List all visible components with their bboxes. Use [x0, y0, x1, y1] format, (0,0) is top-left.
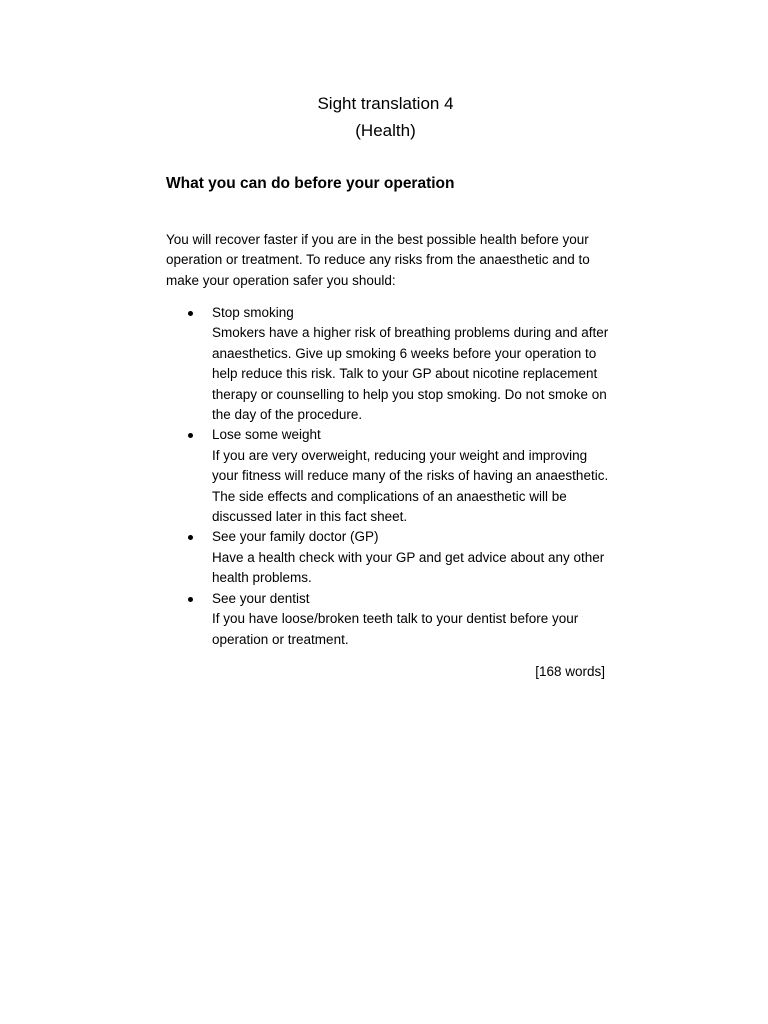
- list-item: [0, 425, 612, 527]
- list-item: [0, 303, 612, 425]
- list-item-body: If you are very overweight, reducing your weight and improving your fitness will reduce many of the risks of having an anaesthetic. The side effects and complications of an anaesthetic will be discussed later in this fact sheet.: [212, 447, 609, 525]
- list-item-title: Stop smoking: [212, 305, 294, 320]
- list-item: [0, 589, 612, 650]
- list-item-body: Have a health check with your GP and get advice about any other health problems.: [212, 549, 605, 586]
- bullet-icon: [188, 535, 193, 540]
- bullet-icon: [188, 311, 193, 316]
- section-heading: What you can do before your operation: [166, 175, 455, 192]
- bullet-icon: [188, 597, 193, 602]
- list-item: [0, 527, 612, 588]
- list-item-title: See your family doctor (GP): [212, 529, 379, 545]
- bullet-icon: [188, 433, 193, 438]
- intro-paragraph: You will recover faster if you are in the best possible health before your operation or treatment. To reduce any risks from the anaesthetic and to make your operation safer you should:: [166, 232, 590, 288]
- list-item-title: Lose some weight: [212, 427, 321, 443]
- advice-list: [0, 303, 768, 650]
- list-item-body: Smokers have a higher risk of breathing problems during and after anaesthetics. Give up smoking 6 weeks before your operation to help reduce this risk. Talk to your GP about nicotine replacement therapy or counselling to help you stop smoking. Do not smoke on the day of the procedure.: [212, 325, 609, 423]
- document-title: Sight translation 4: [317, 94, 454, 113]
- list-item-body: If you have loose/broken teeth talk to your dentist before your operation or treatment.: [212, 611, 579, 647]
- list-item-title: See your dentist: [212, 590, 310, 606]
- document-subtitle: (Health): [355, 121, 416, 140]
- word-count: [168 words]: [535, 664, 605, 679]
